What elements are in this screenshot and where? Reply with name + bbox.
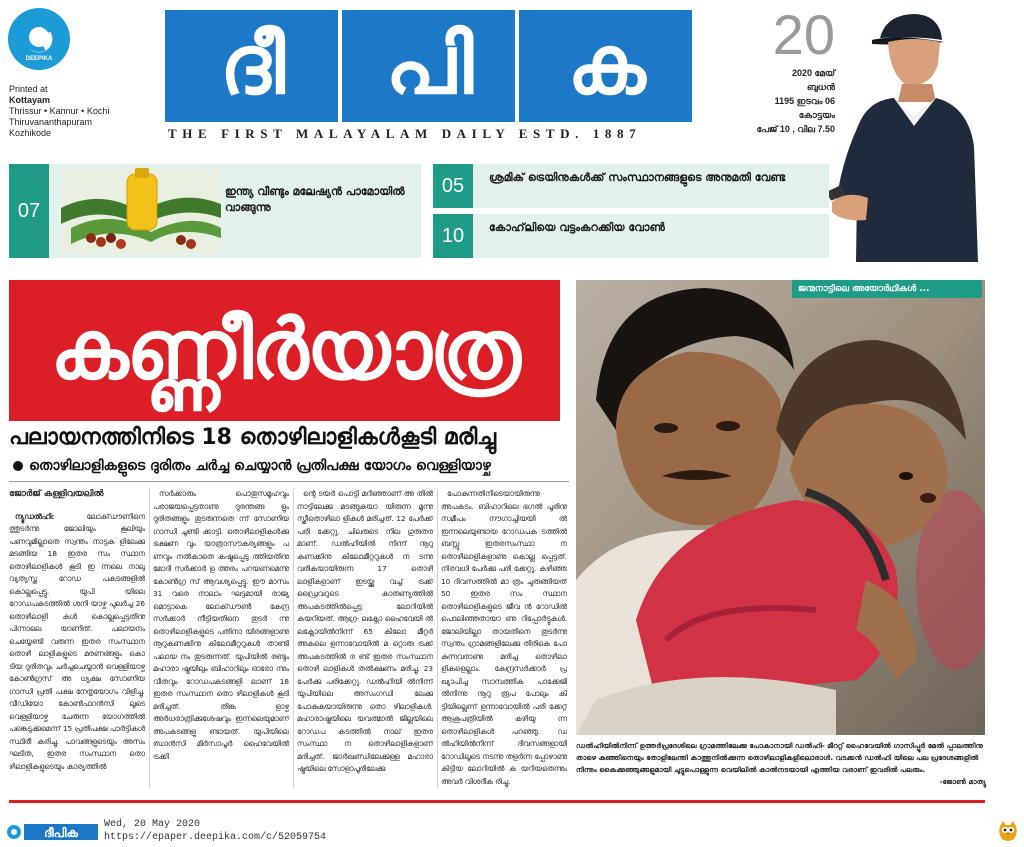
lead-bullet-point — [13, 458, 573, 474]
issue-weekday: ബുധൻ — [806, 82, 835, 92]
footer-logo-text: ദീപിക — [44, 826, 78, 840]
issue-malayalam-date: 1195 ഇടവം 06 — [774, 96, 835, 106]
print-cities-line2: Thiruvananthapuram — [9, 117, 93, 127]
teaser-shramik-trains[interactable] — [433, 164, 829, 208]
headline-divider — [9, 481, 569, 482]
issue-date-line: 2020 മേയ് — [792, 68, 835, 78]
article-text: സർക്കാരും പൊതുസമൂഹവും പരാജയപ്പെട്ടതാണു ദുരന്തങ്ങ ളും ദുരിതങ്ങളും തുടരുന്നതെ ന്ന് സോണിയ ഗാന്ധി ചൂണ്ടി ക്കാട്ടി. തൊഴിലാളികൾക്കു ഭക്ഷണ വും യാത്രാസൗകര്യങ്ങളും പ ണവും നൽകാതെ കഷ്ടപ്പെടു ത്തിയതിനു മോദി സർക്കാർ ഉ ത്തരം പറയണമെന്നു കോൺഗ്ര സ് ആവശ്യപ്പെട്ടു. ഈ മാസം 31 വരെ നാലാം ഘട്ടമായി രാജ്യ മൊട്ടാകെ ലോക്ഡൗൺ കേന്ദ്ര സർക്കാർ നീട്ടിയതിനെ തുടർ ന്നു തൊഴിലാളികളുടെ പതിനാ യിരങ്ങളാണു നൂറുകണക്കിനു കിലോമീറ്ററുകൾ താണ്ടി പലായ നം തുടരുന്നത്. യുപിയിൽ രണ്ടും മഹാരാ ഷ്ട്രയിലും ബിഹാറിലും ഓരോ ന്നും വീതവും റോഡപകടങ്ങളി ലാണ് 18 ഇതര സംസ്ഥാന തൊ ഴിലാളികൾ കൂടി മരിച്ചത്. തിങ്ക ളാഴ്ച അർധരാത്രിക്കുശേഷവും ഇന്നലെയുമാണ് അപകടങ്ങളു ണ്ടായത്. യുപിയിലെ ഝാൻസി മിർസാപൂർ ഹൈവേയിൽ ട്രക്കി — [153, 489, 289, 761]
print-locations — [9, 84, 119, 139]
column-divider — [149, 488, 150, 788]
print-cities-line3: Kozhikode — [9, 128, 52, 138]
lead-subheadline: പലായനത്തിനിടെ 18 തൊഴിലാളികൾകൂടി മരിച്ചു — [9, 425, 497, 450]
lead-photo-migrant-father-child[interactable] — [576, 280, 985, 735]
issue-page-price: പേജ് 10 , വില 7.50 — [756, 124, 835, 134]
article-column-4 — [441, 488, 567, 792]
article-paragraph — [9, 511, 145, 774]
teaser-headline: ശ്രമിക് ട്രെയിനുകൾക്ക് സംസ്ഥാനങ്ങളുടെ അനുമതി വേണ്ട — [489, 171, 786, 184]
issue-date-block — [740, 4, 835, 136]
bullet-dot-icon — [13, 461, 23, 471]
article-text: പോകുന്നതിനിടെയായിരുന്നു അപകടം. ബിഹാറിലെ ഭഗൽ പൂരിനു സമീപം നൗഗാച്ചിയയി ൽ ഇന്നലെയുണ്ടായ റോഡപക ടത്തിൽ ബസ്സു ഇതരസംസ്ഥാ ന തൊഴിലാളികളാണു കൊല്ല പ്പെട്ടത്. നിരവധി പേർക്കു പരി ക്കേറ്റു. കഴിഞ്ഞ 10 ദിവസത്തിൽ മാ ത്രം ചുരുങ്ങിയത് 50 ഇതര സം സ്ഥാന തൊഴിലാളികളുടെ ജീവ ൻ റോഡിൽ പൊലിഞ്ഞതായാ ണു റിപ്പോർട്ടുകൾ. ജോലിയില്ലാ തായതിനെ തുടർന്നു സ്വന്തം ഗ്രാമങ്ങളിലേക്കു തിരികെ പോ കുന്നവരാണു മരിച്ച തൊഴിലാ ളികളെല്ലാം. കേന്ദ്രസർക്കാർ പ്ര ഖ്യാപിച്ച സാമ്പത്തിക പാക്കേജി ൽനിന്നു നൂറു രൂപ പോലും കി ട്ടിയില്ലെന്ന് ഉന്നാവോയിൽ പരി ക്കേറ്റ് ആശുപത്രിയിൽ കഴിയു ന്ന തൊഴിലാളികൾ പറഞ്ഞു. ഡ ൽഹിയിൽനിന്ന് ദിവസങ്ങളായി റോഡിലൂടെ നടന്നു തളർന്ന പ്പോഴാണു കിട്ടിയ ലോറിയിൽ ക യറിയതെന്നും അവർ വിശദീക രിച്ചു. — [441, 489, 567, 786]
masthead-char-2: പി — [342, 10, 515, 122]
footer-meta — [104, 818, 326, 844]
teaser-headline: ഇന്ത്യ വീണ്ടും മലേഷ്യൻ പാമോയിൽ വാങ്ങുന്നു — [225, 185, 405, 214]
column-divider — [437, 488, 438, 788]
article-column-1 — [9, 488, 145, 777]
palm-oil-photo — [61, 168, 221, 254]
masthead-char-1: ദീ — [165, 10, 338, 122]
photo-caption-text: ഡൽഹിയിൽനിന്ന് ഉത്തർപ്രദേശിലെ ഗ്രാമത്തിലേക്കു പോകാനായി ഡൽഹി- മീററ്റ് ഹൈവേയിൽ ഗാസിപ്പൂർ മേൽ പ്പാലത്തിനു താഴെ കുഞ്ഞിനെയും തോളിലേന്തി കാത്തുനിൽക്കുന്ന തൊഴിലാളികളിലൊരാൾ. വടക്കൻ ഡൽഹി യിലെ പല പ്രദേശങ്ങളിൽ നിന്നും കൈക്കുഞ്ഞുങ്ങളുമായി ചുട്ടുപൊള്ളുന്ന വെയിലിൽ കാൽനടയായി എത്തിയ വരാണ് ഇവരിൽ പലരും. — [576, 741, 983, 774]
print-city-main: Kottayam — [9, 95, 51, 105]
footer-date: Wed, 20 May 2020 — [104, 819, 201, 830]
deepika-emblem-logo: DEEPIKA — [8, 8, 70, 70]
page-bottom-rule — [9, 800, 985, 803]
masthead-tagline: THE FIRST MALAYALAM DAILY ESTD. 1887 — [168, 126, 642, 141]
print-label: Printed at — [9, 84, 48, 94]
article-dateline: ന്യൂഡൽഹി: — [15, 511, 55, 521]
lead-banner-text: കണ്ണീർയാത്ര — [50, 302, 519, 398]
deepika-footer-logo[interactable] — [6, 823, 98, 841]
photo-section-tag: ജന്മനാട്ടിലെ അയോർഥികൾ ... — [792, 280, 982, 298]
print-cities-line1: Thrissur • Kannur • Kochi — [9, 106, 110, 116]
masthead-logo[interactable] — [165, 10, 692, 122]
portrait-photo[interactable] — [828, 6, 978, 262]
owl-icon[interactable] — [998, 820, 1018, 842]
photo-credit: -ജോൺ മാത്യു — [939, 777, 986, 786]
teaser-page-number: 07 — [9, 164, 49, 258]
article-text: ലോക്ഡൗണിനെ ത്തുടർന്നു ജോലിയും കൂലിയും പണവുമില്ലാതെ സ്വന്തം നാട്ടക ളിലേക്കു മടങ്ങിയ 18 ഇതര സം സ്ഥാന തൊഴിലാളികൾ കൂടി ഇ ന്നലെ നാലു വ്യത്യസ്ത റോഡ പകടങ്ങളിൽ കൊല്ലപ്പെട്ടു. യുപി യിലെ റോഡപകടത്തിൽ ശനി യാഴ്ച പുലർച്ച 26 തൊഴിലാളി കൾ കൊല്ലപ്പെട്ടതിനു പിന്നാലെ യാണിത്. പലായനം ചെയ്യേണ്ടി വരുന്ന ഇതര സംസ്ഥാന തൊഴി ലാളികളുടെ മരണങ്ങളും കൊ ടിയ ദുരിതവും ചർച്ചചെയ്യാൻ വെള്ളിയാഴ്ച കോൺഗ്രസ് അ ധ്യക്ഷ സോണിയ ഗാന്ധി പ്രതി പക്ഷ നേതൃയോഗം വിളിച്ചു. വീഡിയോ കോൺഫറൻസി ലൂടെ വെള്ളിയാഴ്ച ചേരുന്ന യോഗത്തിൽ പങ്കെടുക്കുമെന്ന് 15 പ്രതിപക്ഷ പാർട്ടികൾ സ്ഥിരീ കരിച്ചു. പാവങ്ങളുടെയും അസം ഘടിത, ഇതര സംസ്ഥാന തൊ ഴിലാളികളുടെയും കാര്യത്തിൽ — [9, 511, 145, 771]
lead-banner-headline[interactable] — [9, 280, 560, 421]
teaser-page-number: 10 — [433, 214, 473, 258]
article-column-3 — [297, 488, 433, 780]
issue-day-number: 20 — [772, 3, 835, 66]
teaser-headline: കോഹ്‌ലിയെ വട്ടംകറക്കിയ വോൺ — [489, 221, 665, 234]
teaser-palm-oil[interactable] — [9, 164, 421, 258]
article-text: ന്റെ ടയർ പൊട്ടി മറിഞ്ഞാണ് അ തിൽ നാട്ടിലേക്കു മടങ്ങുകയാ യിരുന്ന മൂന്നു സ്ത്രീതൊഴിലാ ളികൾ മരിച്ചത്. 12 പേർക്ക് പരി ക്കേറ്റു. ചിലരുടെ നില ഗുരുതര മാണ്. ഡൽഹിയിൽ നിന്ന് നൂറു കണക്കിനു കിലോമീറ്ററുകൾ ന ടന്നു വരികയായിരുന്ന 17 തൊഴി ലാളികളാണ് ഇടയ്ക്കു വച്ച് ട്രക്ക് ഡ്രൈവറുടെ കാരുണ്യത്തിൽ അപകടത്തിൽപ്പെട്ട ലോറിയിൽ കയറിയത്. ആഗ്ര- ലക്നോ ഹൈവേയി ൽ ലക്നോയിൽനിന്ന് 65 കിലോ മീറ്റർ അകലെ ഉന്നാവോയിൽ മ റ്റൊരു ട്രക്ക് അപകടത്തിൽ ര ണ്ട് ഇതര സംസ്ഥാന തൊഴി ലാളികൾ തൽക്ഷണം മരിച്ചു. 23 പേർക്കു പരിക്കേറ്റു. ഡൽഹിയി ൽനിന്ന് യുപിയിലെ അസംഗഡി ലേക്കു പോകുകയായിരുന്നു തൊ ഴിലാളികൾ. മഹാരാഷ്ട്രയിലെ യവത്മാൽ ജില്ലയിലെ റോഡപ കടത്തിൽ നാല് ഇതര സംസ്ഥാ ന തൊഴിലാളികളാണ് മരിച്ചത്. ജാർഖണ്ഡിലേക്കുള്ള മഹാരാ ഷ്ട്രയിലെ സോളാപൂരിലേക്കു — [297, 489, 433, 773]
footer-url-link[interactable]: https://epaper.deepika.com/c/52059754 — [104, 832, 327, 843]
lead-bullet-text: തൊഴിലാളികളുടെ ദുരിതം ചർച്ച ചെയ്യാൻ പ്രതിപക്ഷ യോഗം വെള്ളിയാഴ്ച — [29, 458, 491, 474]
issue-edition: കോട്ടയം — [798, 110, 835, 120]
article-byline: ജോർജ് കള്ളിവയലിൽ — [9, 489, 104, 499]
teaser-page-number: 05 — [433, 164, 473, 208]
masthead-char-3: ക — [519, 10, 692, 122]
article-column-2 — [153, 488, 289, 767]
teaser-kohli-warne[interactable] — [433, 214, 829, 258]
column-divider — [293, 488, 294, 788]
photo-caption — [576, 740, 986, 788]
